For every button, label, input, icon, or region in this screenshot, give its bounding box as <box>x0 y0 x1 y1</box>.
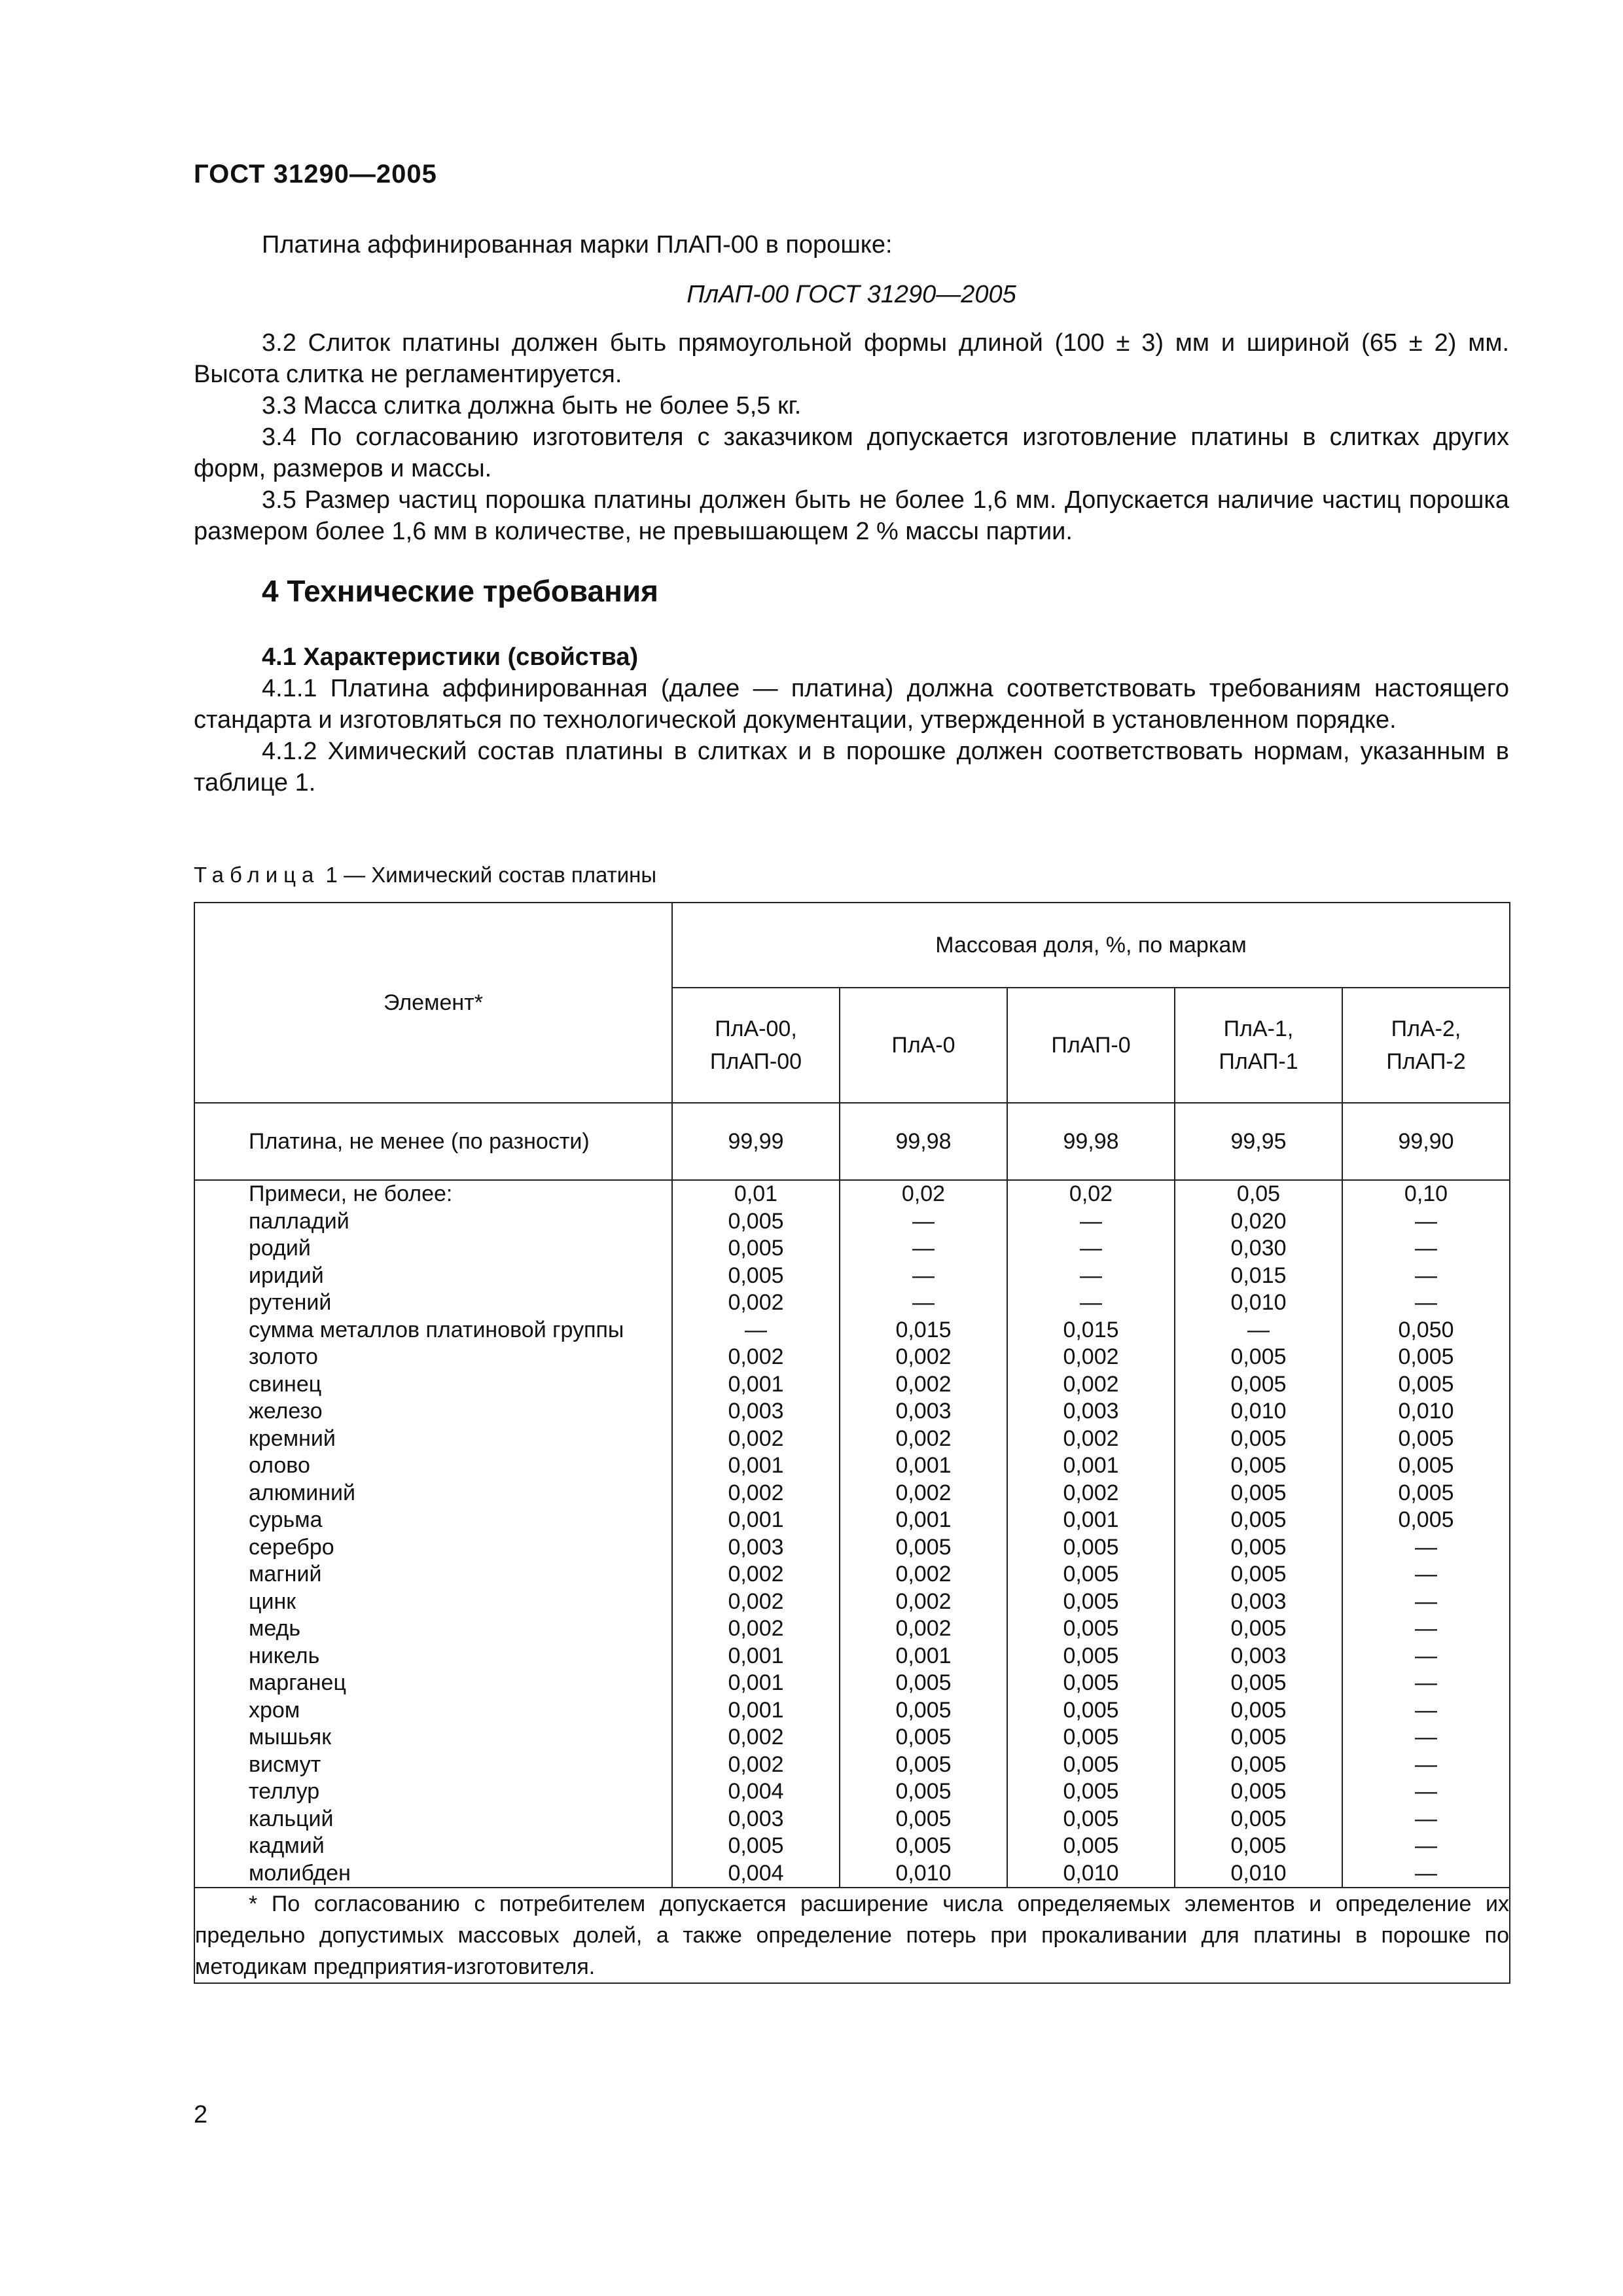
impurity-value: 0,005 <box>1398 1371 1454 1397</box>
impurity-value: 0,005 <box>895 1670 952 1695</box>
impurity-value: 0,030 <box>1230 1236 1287 1261</box>
impurity-value: 0,001 <box>895 1507 952 1532</box>
impurity-name: молибден <box>249 1860 351 1886</box>
impurity-value: 0,005 <box>1230 1371 1287 1397</box>
impurity-name: родий <box>249 1236 311 1261</box>
header-grade: ПлА-0 <box>840 988 1007 1103</box>
platinum-value: 99,99 <box>672 1103 840 1180</box>
impurity-value: 0,001 <box>1063 1507 1119 1532</box>
impurity-value: 0,005 <box>1230 1534 1287 1560</box>
platinum-value: 99,95 <box>1175 1103 1342 1180</box>
impurity-value: 0,005 <box>1398 1480 1454 1505</box>
impurity-value: — <box>1415 1263 1437 1288</box>
impurity-value: 0,005 <box>1230 1507 1287 1532</box>
impurity-value: 0,005 <box>1230 1725 1287 1749</box>
impurity-value: 0,010 <box>1230 1399 1287 1424</box>
impurity-value: — <box>1247 1317 1270 1342</box>
impurity-value: — <box>1415 1616 1437 1641</box>
impurity-value: 0,002 <box>895 1344 952 1369</box>
impurity-value: 0,010 <box>895 1860 952 1886</box>
impurity-value: 0,002 <box>728 1616 784 1641</box>
impurity-value: 0,005 <box>1063 1779 1119 1804</box>
impurity-value: 0,005 <box>1063 1562 1119 1587</box>
impurity-value: 0,002 <box>728 1344 784 1369</box>
subsection-4-1-title: 4.1 Характеристики (свойства) <box>262 643 639 671</box>
impurity-value: — <box>1415 1860 1437 1886</box>
impurity-value: 0,005 <box>895 1725 952 1749</box>
impurity-value: 0,005 <box>728 1263 784 1288</box>
paragraph-4-1-1: 4.1.1 Платина аффинированная (далее — платина) должна соответствовать требованиям настоящего стандарта и изготовляться по технологической документации, утвержденной в установленном порядке. <box>194 675 1509 734</box>
intro-block <box>194 229 1509 547</box>
impurity-value: 0,015 <box>1063 1317 1119 1342</box>
impurity-labels-cell <box>194 1180 672 1888</box>
header-grade: ПлАП-0 <box>1007 988 1175 1103</box>
header-element: Элемент* <box>194 903 672 1103</box>
impurity-name: олово <box>249 1453 310 1478</box>
impurity-value: — <box>912 1290 935 1315</box>
impurity-value: — <box>912 1208 935 1234</box>
impurity-value: 0,02 <box>901 1181 946 1206</box>
table-caption-text: 1 — Химический состав платины <box>319 863 657 887</box>
header-mass-fraction: Массовая доля, %, по маркам <box>672 903 1510 988</box>
impurity-value: 0,05 <box>1236 1181 1281 1206</box>
impurity-name: кальций <box>249 1806 334 1831</box>
impurity-value: 0,001 <box>728 1697 784 1723</box>
impurity-value: 0,01 <box>734 1181 778 1206</box>
impurity-value: — <box>1415 1725 1437 1749</box>
impurity-name: марганец <box>249 1670 346 1695</box>
impurity-value: — <box>1415 1697 1437 1723</box>
impurity-value: — <box>1080 1290 1102 1315</box>
impurity-name: железо <box>249 1399 323 1424</box>
impurity-value: 0,005 <box>1230 1751 1287 1777</box>
impurity-value: 0,020 <box>1230 1208 1287 1234</box>
impurity-value: — <box>1415 1833 1437 1858</box>
impurity-value: 0,005 <box>1063 1833 1119 1858</box>
paragraph-3-5: 3.5 Размер частиц порошка платины должен быть не более 1,6 мм. Допускается наличие частиц порошка размером более 1,6 мм в количестве, не превышающем 2 % массы партии. <box>194 486 1509 545</box>
impurity-value: 0,015 <box>895 1317 952 1342</box>
impurity-value: 0,002 <box>895 1426 952 1451</box>
impurity-value: 0,001 <box>728 1453 784 1478</box>
platinum-value: 99,98 <box>840 1103 1007 1180</box>
impurity-value: 0,005 <box>1063 1588 1119 1614</box>
impurity-value: — <box>1415 1208 1437 1234</box>
impurity-value: 0,003 <box>1230 1588 1287 1614</box>
impurity-value: 0,005 <box>1063 1670 1119 1695</box>
impurity-value: 0,005 <box>1063 1534 1119 1560</box>
impurity-value: 0,003 <box>895 1399 952 1424</box>
impurity-value: 0,005 <box>1230 1480 1287 1505</box>
impurities-heading: Примеси, не более: <box>249 1181 453 1206</box>
impurity-value: 0,005 <box>895 1779 952 1804</box>
impurity-value: 0,001 <box>728 1507 784 1532</box>
impurity-value: 0,001 <box>728 1371 784 1397</box>
impurity-value: 0,005 <box>1063 1806 1119 1831</box>
impurity-value: 0,005 <box>728 1833 784 1858</box>
impurity-value: 0,004 <box>728 1779 784 1804</box>
impurity-value: 0,002 <box>895 1616 952 1641</box>
impurity-name: теллур <box>249 1779 320 1804</box>
impurity-value: 0,003 <box>728 1806 784 1831</box>
impurity-name: свинец <box>249 1371 322 1397</box>
impurity-value: 0,003 <box>728 1534 784 1560</box>
impurity-value: 0,005 <box>895 1833 952 1858</box>
impurity-name: сумма металлов платиновой группы <box>249 1317 624 1342</box>
impurity-value: — <box>1080 1208 1102 1234</box>
header-grade: ПлА-1, ПлАП-1 <box>1175 988 1342 1103</box>
chemical-composition-table <box>194 902 1510 1984</box>
impurity-name: иридий <box>249 1263 324 1288</box>
impurity-value: 0,005 <box>895 1534 952 1560</box>
document-header: ГОСТ 31290—2005 <box>194 160 437 188</box>
impurity-value: 0,005 <box>1230 1426 1287 1451</box>
impurity-value: 0,005 <box>1230 1670 1287 1695</box>
impurity-value: — <box>1415 1562 1437 1587</box>
impurity-name: хром <box>249 1697 300 1723</box>
impurity-value: 0,003 <box>728 1399 784 1424</box>
paragraph-4-1-2: 4.1.2 Химический состав платины в слитках и в порошке должен соответствовать нормам, указанным в таблице 1. <box>194 738 1509 797</box>
impurity-value: — <box>1080 1263 1102 1288</box>
impurity-value: 0,005 <box>1230 1779 1287 1804</box>
platinum-label: Платина, не менее (по разности) <box>194 1103 672 1180</box>
impurity-value: 0,005 <box>1230 1344 1287 1369</box>
impurity-value: — <box>1415 1534 1437 1560</box>
intro-line: Платина аффинированная марки ПлАП-00 в порошке: <box>262 231 893 259</box>
paragraph-3-3: 3.3 Масса слитка должна быть не более 5,5 кг. <box>262 392 802 420</box>
impurity-value: 0,002 <box>1063 1426 1119 1451</box>
impurity-value: 0,002 <box>895 1562 952 1587</box>
impurity-value: — <box>1080 1236 1102 1261</box>
impurity-value: 0,002 <box>728 1480 784 1505</box>
impurity-value: 0,002 <box>728 1751 784 1777</box>
impurity-value: 0,005 <box>1398 1453 1454 1478</box>
impurity-value: 0,005 <box>895 1806 952 1831</box>
impurity-name: магний <box>249 1562 322 1587</box>
impurity-name: кадмий <box>249 1833 325 1858</box>
impurity-value: — <box>1415 1643 1437 1668</box>
impurity-name: серебро <box>249 1534 334 1560</box>
impurity-name: мышьяк <box>249 1725 332 1749</box>
impurity-value: 0,002 <box>895 1588 952 1614</box>
impurity-value: 0,005 <box>1398 1507 1454 1532</box>
impurity-name: золото <box>249 1344 318 1369</box>
impurity-value: 0,002 <box>728 1426 784 1451</box>
platinum-value: 99,98 <box>1007 1103 1175 1180</box>
impurity-value: 0,010 <box>1063 1860 1119 1886</box>
table-caption-label: Таблица <box>194 863 320 887</box>
table-row-footnote <box>194 1888 1510 1983</box>
impurity-value: — <box>1415 1806 1437 1831</box>
impurity-value: 0,002 <box>728 1562 784 1587</box>
impurity-value: 0,005 <box>728 1208 784 1234</box>
impurity-name: никель <box>249 1643 320 1668</box>
impurity-value: 0,003 <box>1230 1643 1287 1668</box>
impurity-value: 0,005 <box>1398 1426 1454 1451</box>
impurity-value: 0,005 <box>1063 1751 1119 1777</box>
header-grade: ПлА-00, ПлАП-00 <box>672 988 840 1103</box>
impurity-values-cell <box>1342 1180 1510 1888</box>
impurity-value: 0,002 <box>895 1371 952 1397</box>
impurity-value: 0,002 <box>895 1480 952 1505</box>
impurity-value: 0,005 <box>1230 1562 1287 1587</box>
impurity-value: 0,015 <box>1230 1263 1287 1288</box>
impurity-value: 0,002 <box>728 1588 784 1614</box>
impurity-value: 0,005 <box>1230 1697 1287 1723</box>
paragraph-3-4: 3.4 По согласованию изготовителя с заказчиком допускается изготовление платины в слитках других форм, размеров и массы. <box>194 423 1509 482</box>
impurity-value: 0,005 <box>1063 1643 1119 1668</box>
impurity-name: медь <box>249 1616 301 1641</box>
impurity-value: — <box>1415 1670 1437 1695</box>
impurity-value: 0,002 <box>1063 1344 1119 1369</box>
impurity-value: — <box>1415 1588 1437 1614</box>
impurity-values-cell <box>840 1180 1007 1888</box>
impurity-value: 0,005 <box>1063 1697 1119 1723</box>
impurity-value: 0,003 <box>1063 1399 1119 1424</box>
impurity-value: 0,005 <box>1398 1344 1454 1369</box>
table-footnote: * По согласованию с потребителем допускается расширение числа определяемых элементов и определение их предельно допустимых массовых долей, а также определение потерь при прокаливании для платины в порошке по методикам предприятия-изготовителя. <box>195 1892 1509 1979</box>
impurity-value: 0,005 <box>1063 1616 1119 1641</box>
impurity-name: палладий <box>249 1208 349 1234</box>
impurity-value: — <box>1415 1290 1437 1315</box>
section-4-block <box>194 641 1509 798</box>
impurity-value: 0,005 <box>1063 1725 1119 1749</box>
impurity-value: 0,005 <box>1230 1833 1287 1858</box>
impurity-value: 0,005 <box>1230 1806 1287 1831</box>
impurity-values-cell <box>672 1180 840 1888</box>
table-row-platinum <box>194 1103 1510 1180</box>
impurity-values-cell <box>1175 1180 1342 1888</box>
impurity-value: — <box>1415 1236 1437 1261</box>
table-caption <box>194 863 656 888</box>
impurity-value: — <box>1415 1751 1437 1777</box>
impurity-value: 0,02 <box>1069 1181 1113 1206</box>
impurity-value: 0,005 <box>728 1236 784 1261</box>
page-number: 2 <box>194 2101 208 2128</box>
impurity-name: висмут <box>249 1751 321 1777</box>
impurity-value: 0,001 <box>728 1670 784 1695</box>
footnote-cell <box>194 1888 1510 1983</box>
impurity-value: — <box>912 1236 935 1261</box>
impurity-value: — <box>912 1263 935 1288</box>
impurity-value: 0,005 <box>895 1751 952 1777</box>
header-grade: ПлА-2, ПлАП-2 <box>1342 988 1510 1103</box>
impurity-value: — <box>745 1317 767 1342</box>
impurity-value: 0,001 <box>895 1453 952 1478</box>
impurity-value: 0,004 <box>728 1860 784 1886</box>
impurity-value: 0,010 <box>1398 1399 1454 1424</box>
impurity-value: 0,050 <box>1398 1317 1454 1342</box>
impurity-values-cell <box>1007 1180 1175 1888</box>
impurity-value: 0,005 <box>895 1697 952 1723</box>
impurity-value: 0,005 <box>1230 1616 1287 1641</box>
impurity-name: кремний <box>249 1426 336 1451</box>
designation-example: ПлАП-00 ГОСТ 31290—2005 <box>687 281 1016 308</box>
paragraph-3-2: 3.2 Слиток платины должен быть прямоугольной формы длиной (100 ± 3) мм и шириной (65 ± 2) мм. Высота слитка не регламентируется. <box>194 329 1509 388</box>
impurity-value: 0,005 <box>1230 1453 1287 1478</box>
impurity-name: цинк <box>249 1588 296 1614</box>
impurity-value: 0,001 <box>895 1643 952 1668</box>
impurity-name: рутений <box>249 1290 332 1315</box>
impurity-name: сурьма <box>249 1507 323 1532</box>
section-4-title: 4 Технические требования <box>262 574 658 608</box>
impurity-value: — <box>1415 1779 1437 1804</box>
impurity-value: 0,001 <box>728 1643 784 1668</box>
impurity-value: 0,010 <box>1230 1860 1287 1886</box>
impurity-value: 0,002 <box>728 1290 784 1315</box>
impurity-value: 0,10 <box>1404 1181 1448 1206</box>
impurity-value: 0,002 <box>728 1725 784 1749</box>
impurity-value: 0,002 <box>1063 1371 1119 1397</box>
impurity-value: 0,001 <box>1063 1453 1119 1478</box>
impurity-value: 0,010 <box>1230 1290 1287 1315</box>
impurity-value: 0,002 <box>1063 1480 1119 1505</box>
impurity-name: алюминий <box>249 1480 355 1505</box>
table-row-impurities <box>194 1180 1510 1888</box>
platinum-value: 99,90 <box>1342 1103 1510 1180</box>
